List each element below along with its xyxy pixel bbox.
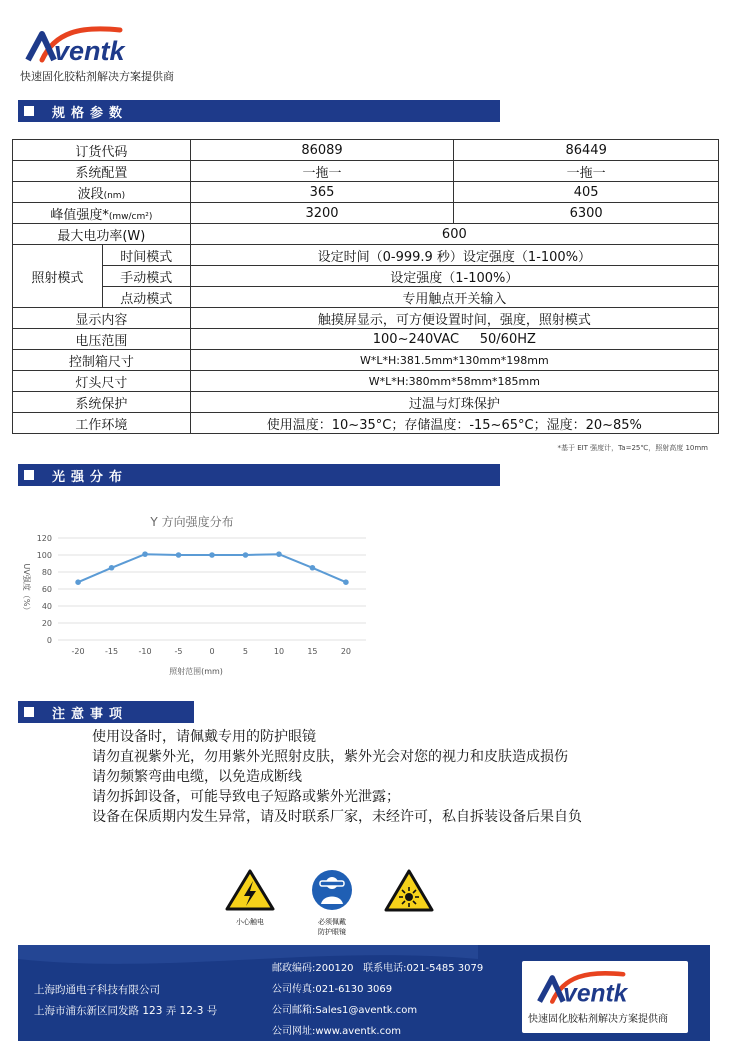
band-label-cell xyxy=(13,182,191,203)
x-tick-label: 20 xyxy=(340,647,352,656)
x-tick-label: -20 xyxy=(71,647,85,656)
table-row xyxy=(13,413,719,434)
chart-title: Y 方向强度分布 xyxy=(150,515,234,529)
table-row xyxy=(13,287,719,308)
band-b: 405 xyxy=(454,182,719,203)
config-b: 一拖一 xyxy=(454,161,719,182)
box-size-label: 控制箱尺寸 xyxy=(13,350,191,371)
table-row xyxy=(13,371,719,392)
voltage-label: 电压范围 xyxy=(13,329,191,350)
section-title-specs: 规格参数 xyxy=(52,105,129,121)
band-a: 365 xyxy=(190,182,454,203)
footer xyxy=(18,945,710,1041)
uv-warning xyxy=(381,868,437,918)
section-marker xyxy=(24,106,34,116)
contact-info xyxy=(272,958,483,1041)
note-item: 请勿直视紫外光，勿用紫外光照射皮肤，紫外光会对您的视力和皮肤造成损伤 xyxy=(92,749,568,765)
goggles-icon xyxy=(309,868,355,912)
data-point xyxy=(75,579,81,585)
series-line xyxy=(78,554,346,582)
header-tagline: 快速固化胶粘剂解决方案提供商 xyxy=(20,70,174,83)
website[interactable]: 公司网址:www.aventk.com xyxy=(272,1026,401,1037)
data-point xyxy=(109,565,115,571)
section-bar-specs xyxy=(18,100,500,122)
env-label: 工作环境 xyxy=(13,413,191,434)
timer-label: 时间模式 xyxy=(102,245,190,266)
manual-label: 手动模式 xyxy=(102,266,190,287)
y-tick-label: 20 xyxy=(41,619,52,628)
section-marker xyxy=(24,470,34,480)
table-row xyxy=(13,245,719,266)
power-value: 600 xyxy=(190,224,718,245)
point-label: 点动模式 xyxy=(102,287,190,308)
head-size-label: 灯头尺寸 xyxy=(13,371,191,392)
goggles-caption-2: 防护眼镜 xyxy=(318,928,346,936)
data-point xyxy=(276,551,282,557)
band-label: 波段 xyxy=(77,186,104,202)
table-row xyxy=(13,140,719,161)
table-row xyxy=(13,392,719,413)
x-tick-label: 10 xyxy=(273,647,285,656)
note-item: 使用设备时，请佩戴专用的防护眼镜 xyxy=(92,729,316,745)
table-row xyxy=(13,329,719,350)
y-tick-label: 80 xyxy=(41,568,52,577)
peak-label: 峰值强度* xyxy=(50,207,109,223)
spec-table xyxy=(12,139,719,434)
y-tick-label: 60 xyxy=(41,585,52,594)
aventk-logo xyxy=(20,22,180,66)
order-code-a: 86089 xyxy=(190,140,454,161)
data-point xyxy=(343,579,349,585)
display-value: 触摸屏显示，可方便设置时间，强度，照射模式 xyxy=(190,308,718,329)
x-tick-label: -15 xyxy=(105,647,119,656)
x-axis-label: 照射范围(mm) xyxy=(169,667,223,676)
intensity-chart xyxy=(10,508,380,686)
table-row xyxy=(13,182,719,203)
voltage-value: 100~240VAC 50/60HZ xyxy=(190,329,718,350)
table-row xyxy=(13,308,719,329)
x-tick-label: -5 xyxy=(174,647,183,656)
band-unit: (nm) xyxy=(103,190,126,201)
config-label: 系统配置 xyxy=(13,161,191,182)
note-item: 请勿拆卸设备，可能导致电子短路或紫外光泄露； xyxy=(92,789,400,805)
data-point xyxy=(243,552,249,558)
point-value: 专用触点开关输入 xyxy=(190,287,718,308)
data-point xyxy=(310,565,316,571)
y-tick-label: 100 xyxy=(36,551,52,560)
company-address: 上海市浦东新区同发路 123 弄 12-3 号 xyxy=(34,1005,218,1017)
manual-value: 设定强度（1-100%） xyxy=(190,266,718,287)
y-tick-label: 40 xyxy=(41,602,52,611)
x-tick-label: 15 xyxy=(307,647,318,656)
table-row xyxy=(13,161,719,182)
svg-text:ventk: ventk xyxy=(563,980,628,1007)
table-row xyxy=(13,266,719,287)
y-tick-label: 0 xyxy=(46,636,52,645)
footer-tagline: 快速固化胶粘剂解决方案提供商 xyxy=(528,1014,668,1025)
footer-aventk-logo xyxy=(525,967,685,1007)
head-size-value: W*L*H:380mm*58mm*185mm xyxy=(190,371,718,392)
data-point xyxy=(142,551,148,557)
display-label: 显示内容 xyxy=(13,308,191,329)
order-code-b: 86449 xyxy=(454,140,719,161)
peak-b: 6300 xyxy=(454,203,719,224)
note-item: 设备在保质期内发生异常，请及时联系厂家，未经许可，私自拆装设备后果自负 xyxy=(92,809,582,825)
postal-phone: 邮政编码:200120 联系电话:021-5485 3079 xyxy=(272,963,484,974)
peak-a: 3200 xyxy=(190,203,454,224)
section-title-light: 光强分布 xyxy=(52,469,129,485)
electric-caption: 小心触电 xyxy=(236,918,264,926)
note-item: 请勿频繁弯曲电缆，以免造成断线 xyxy=(92,769,302,785)
timer-value: 设定时间（0-999.9 秒）设定强度（1-100%） xyxy=(190,245,718,266)
electric-shock-icon xyxy=(224,868,276,912)
electric-warning xyxy=(222,868,278,926)
svg-text:ventk: ventk xyxy=(54,36,125,66)
order-code-label: 订货代码 xyxy=(13,140,191,161)
section-title-notes: 注意事项 xyxy=(52,706,129,722)
x-tick-label: 5 xyxy=(242,647,249,656)
fax: 公司传真:021-6130 3069 xyxy=(272,984,393,995)
company-name: 上海昀通电子科技有限公司 xyxy=(34,984,160,996)
table-footnote: *基于 EIT 强度计，Ta=25℃，照射高度 10mm xyxy=(557,444,708,452)
section-bar-notes xyxy=(18,701,194,723)
email[interactable]: 公司邮箱:Sales1@aventk.com xyxy=(272,1005,418,1016)
goggles-caption-1: 必须佩戴 xyxy=(318,918,346,926)
uv-radiation-icon xyxy=(383,868,435,914)
table-row xyxy=(13,224,719,245)
data-point xyxy=(176,552,182,558)
table-row xyxy=(13,350,719,371)
y-tick-label: 120 xyxy=(36,534,52,543)
data-point xyxy=(209,552,215,558)
box-size-value: W*L*H:381.5mm*130mm*198mm xyxy=(190,350,718,371)
section-bar-light xyxy=(18,464,500,486)
section-marker xyxy=(24,707,34,717)
irr-mode-label: 照射模式 xyxy=(13,245,103,308)
config-a: 一拖一 xyxy=(190,161,454,182)
peak-label-cell xyxy=(13,203,191,224)
company-info xyxy=(34,980,217,1022)
table-row xyxy=(13,203,719,224)
env-value: 使用温度：10~35°C；存储温度：-15~65°C；湿度：20~85% xyxy=(190,413,718,434)
notes-list xyxy=(92,727,582,827)
footer-logo-box xyxy=(522,961,688,1033)
goggles-warning xyxy=(304,868,360,936)
protect-label: 系统保护 xyxy=(13,392,191,413)
protect-value: 过温与灯珠保护 xyxy=(190,392,718,413)
x-tick-label: 0 xyxy=(209,647,215,656)
peak-unit: (mw/cm²) xyxy=(108,211,153,222)
power-label: 最大电功率(W) xyxy=(13,224,191,245)
x-tick-label: -10 xyxy=(138,647,152,656)
y-axis-label: UV强度（%） xyxy=(22,563,31,615)
